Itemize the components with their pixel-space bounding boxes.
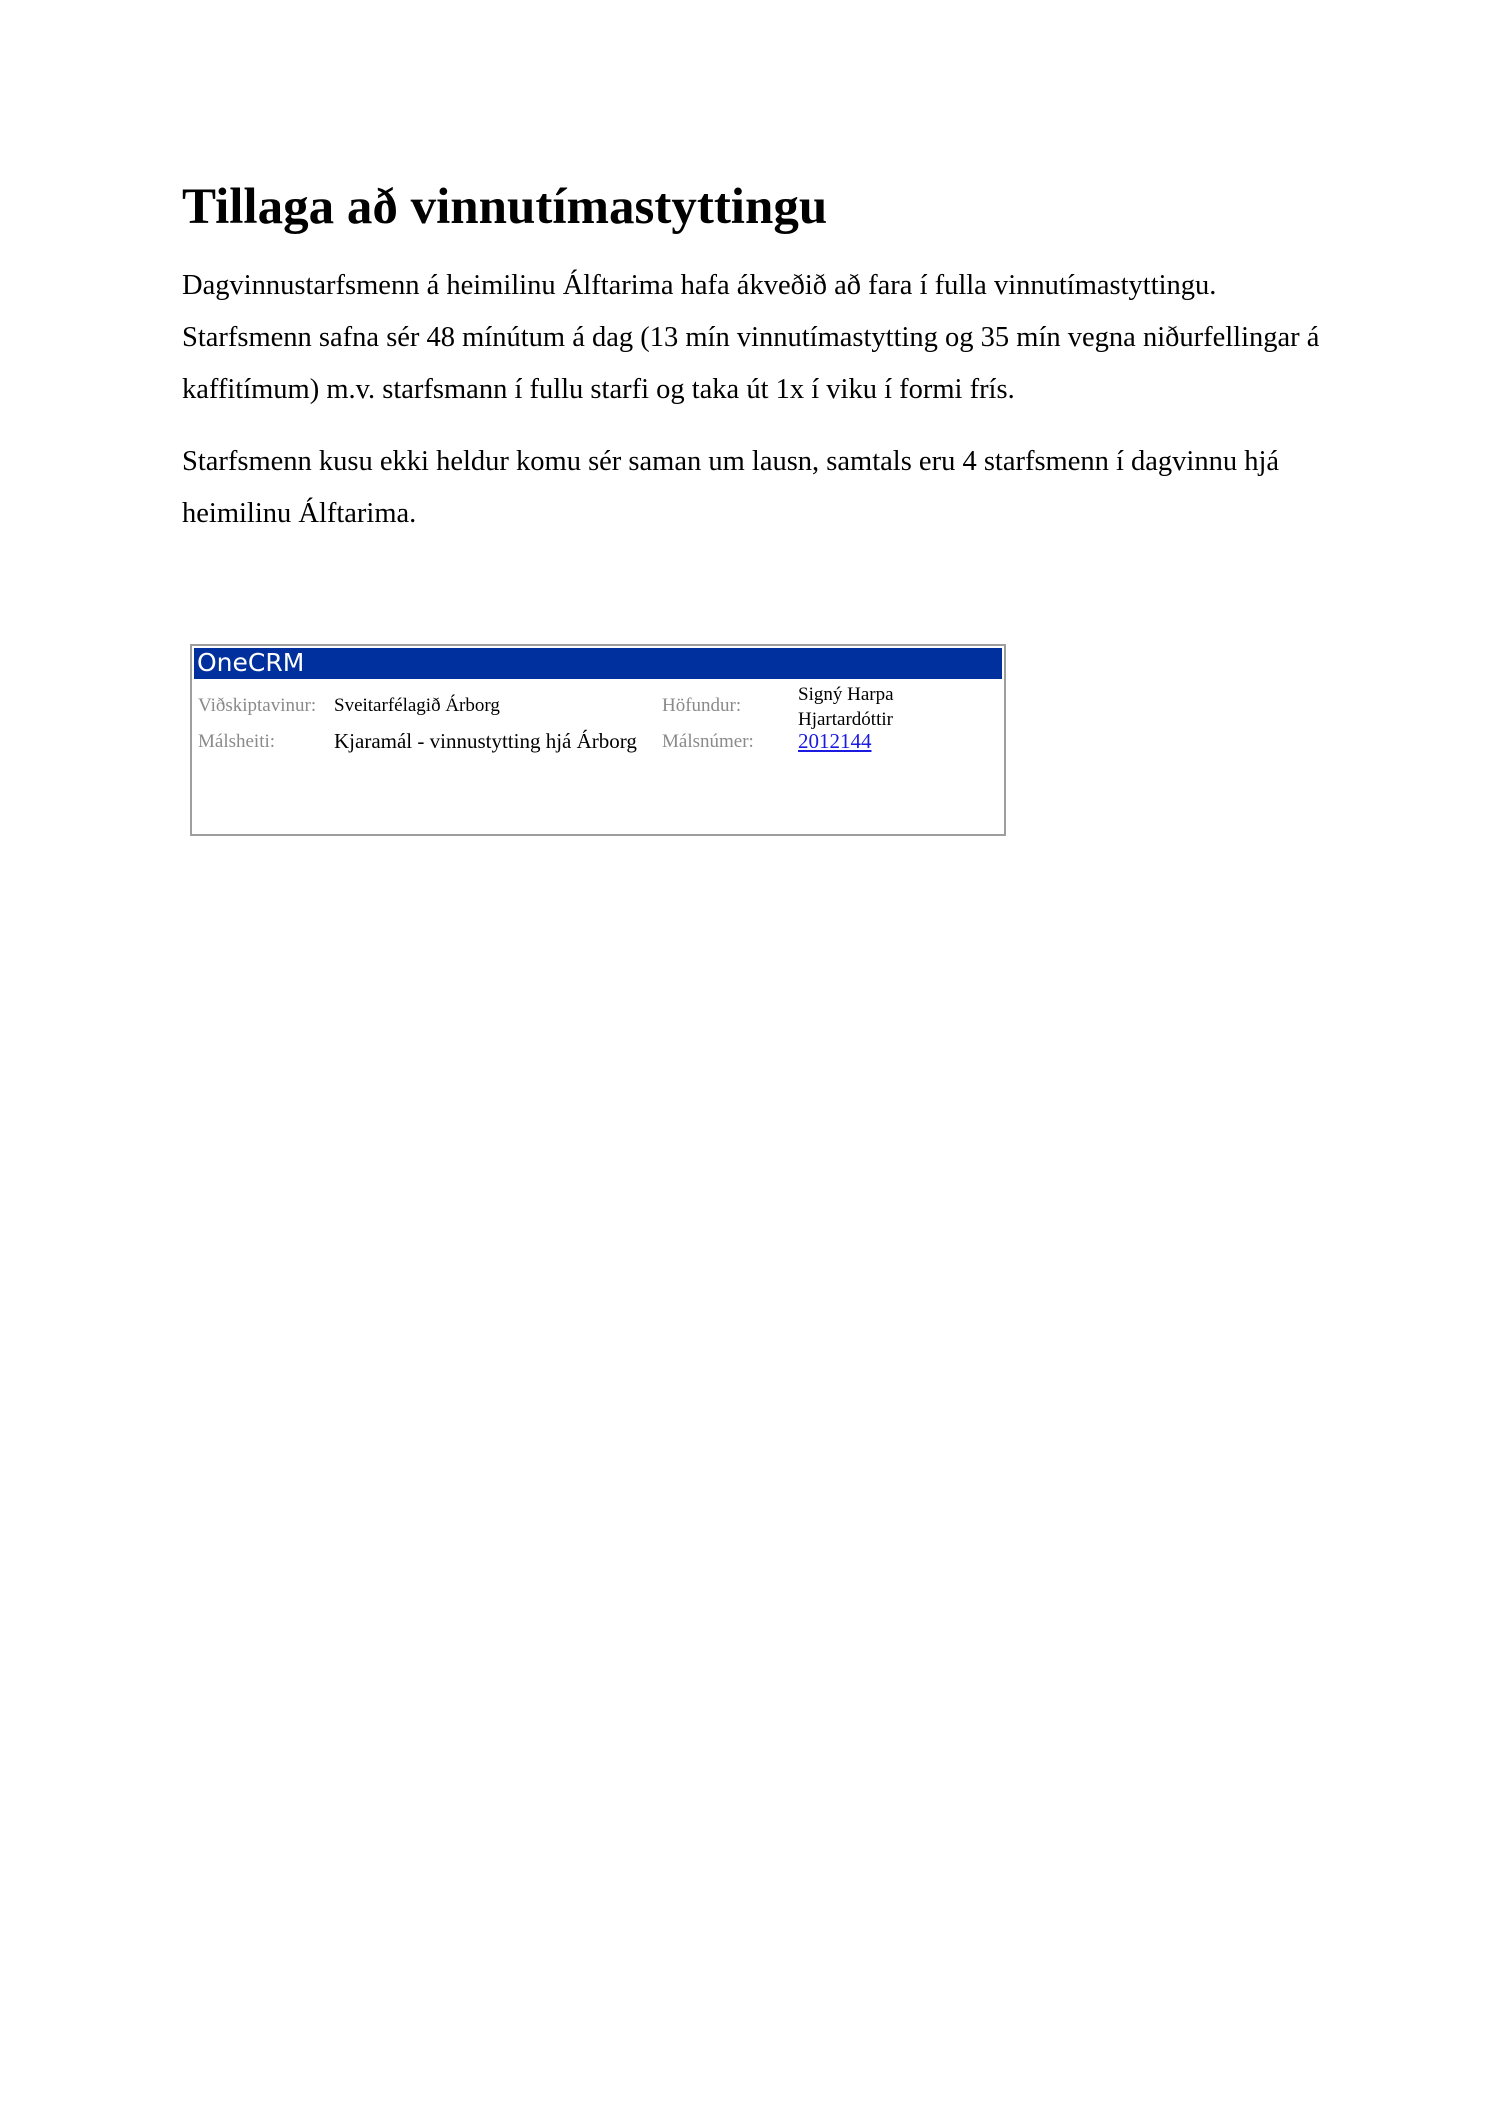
customer-value: Sveitarfélagið Árborg [334,695,500,716]
author-name-line-1: Signý Harpa [798,684,894,705]
paragraph-2: Starfsmenn kusu ekki heldur komu sér saman um lausn, samtals eru 4 starfsmenn í dagvinnu hjá heimilinu Álftarima. [182,446,1280,529]
paragraph-1: Dagvinnustarfsmenn á heimilinu Álftarima hafa ákveðið að fara í fulla vinnutímastyttingu. Starfsmenn safna sér 48 mínútum á dag (13 mín vinnutímastytting og 35 mín vegna niðurfellingar á kaffitímum) m.v. starfsmann í fullu starfi og taka út 1x í viku í formi frís. [182,270,1320,405]
subject-value: Kjaramál - vinnustytting hjá Árborg [334,729,637,753]
author-label: Höfundur: [662,695,742,716]
case-number-link[interactable]: 2012144 [798,729,872,753]
customer-label: Viðskiptavinur: [198,695,317,716]
case-number-label: Málsnúmer: [662,731,754,752]
page-title: Tillaga að vinnutímastyttingu [182,179,828,235]
subject-label: Málsheiti: [198,731,276,752]
onecrm-info-box [190,644,1006,836]
author-value [798,682,894,732]
onecrm-header-title: OneCRM [197,648,305,677]
author-name-line-2: Hjartardóttir [798,709,893,730]
onecrm-header-bar [194,648,1002,679]
